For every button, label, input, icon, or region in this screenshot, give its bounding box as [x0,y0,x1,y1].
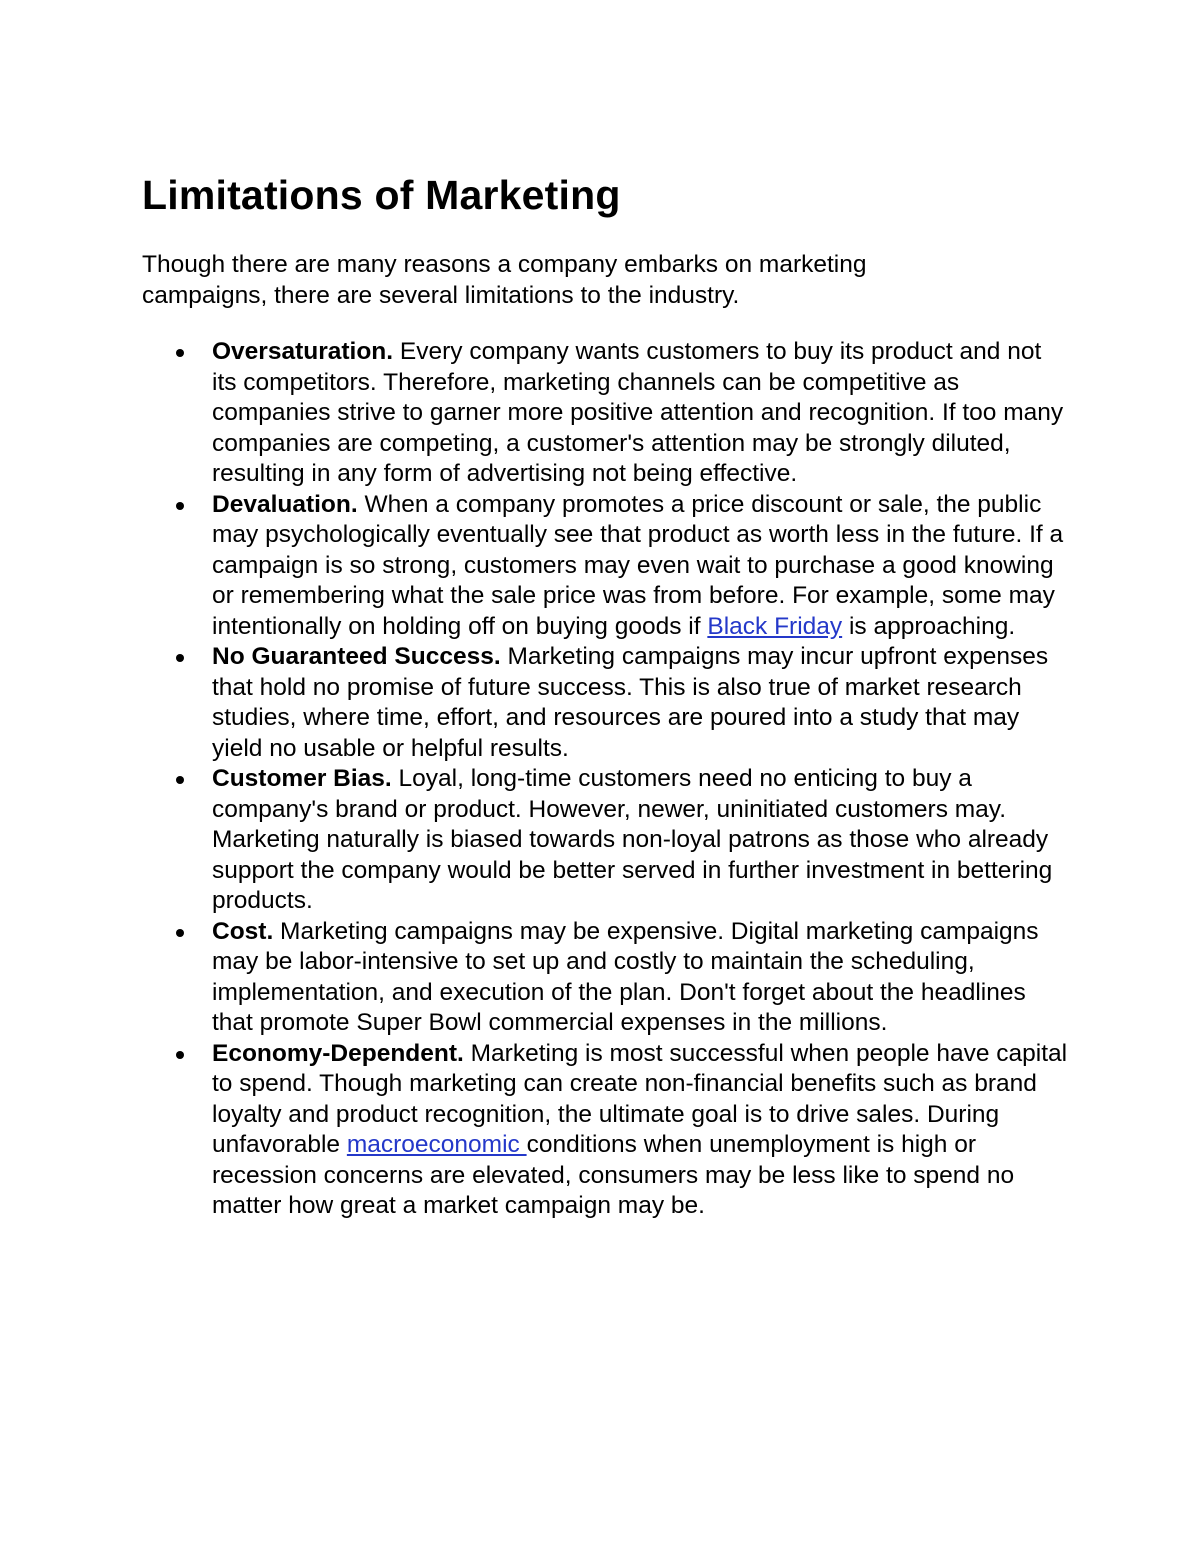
black-friday-link[interactable]: Black Friday [707,612,843,640]
bullet-icon [176,1051,184,1059]
bullet-icon [176,776,184,784]
item-text: Loyal, long-time customers need no enticing to buy a company's brand or product. However, newer, uninitiated customers may. Marketing naturally is biased towards non-loyal patrons as those who already support the company would be better served in further investment in bettering products. [212,765,1053,914]
intro-paragraph: Though there are many reasons a company embarks on marketing campaigns, there are several limitations to the industry. [142,251,867,309]
item-term: Oversaturation. [212,338,394,365]
bullet-icon [176,349,184,357]
limitations-list [142,337,1072,1222]
list-item-economy-dependent [142,1039,1072,1222]
item-term: Economy-Dependent. [212,1039,464,1067]
document-content [142,166,1072,1222]
item-term: Customer Bias. [212,765,392,792]
macroeconomic-link[interactable]: macroeconomic [346,1131,527,1158]
item-term: Devaluation. [212,490,358,518]
item-text: Marketing is most successful when people have capital to spend. Though marketing can create non-financial benefits such as brand loyalty and product recognition, the ultimate goal is to drive sales. During unfavorable [212,1039,1068,1158]
item-term: No Guaranteed Success. [212,643,501,670]
bullet-icon [176,654,184,662]
list-item-devaluation [142,490,1072,643]
item-text: When a company promotes a price discount or sale, the public may psychologically eventually see that product as worth less in the future. If a campaign is so strong, customers may even wait to purchase a good knowing or remembering what the sale price was from before. For example, some may intentionally on holding off on buying goods if [212,490,1064,640]
list-item-no-guaranteed-success [142,642,1072,764]
item-text: conditions when unemployment is high or recession concerns are elevated, consumers may be less like to spend no matter how great a market campaign may be. [212,1131,1015,1219]
list-item-oversaturation [142,337,1072,490]
item-term: Cost. [212,917,274,945]
item-text: Marketing campaigns may incur upfront expenses that hold no promise of future success. This is also true of market research studies, where time, effort, and resources are poured into a study that may yield no usable or helpful results. [212,643,1049,762]
item-text: Marketing campaigns may be expensive. Digital marketing campaigns may be labor-intensive to set up and costly to maintain the scheduling, implementation, and execution of the plan. Don't forget about the headlines that promote Super Bowl commercial expenses in the millions. [212,917,1039,1036]
list-item-customer-bias [142,764,1072,917]
list-item-cost [142,917,1072,1039]
page-title: Limitations of Marketing [142,172,621,218]
item-text: is approaching. [842,612,1016,640]
item-text: Every company wants customers to buy its product and not its competitors. Therefore, marketing channels can be competitive as companies strive to garner more positive attention and recognition. If too many companies are competing, a customer's attention may be strongly diluted, resulting in any form of advertising not being effective. [212,338,1064,487]
bullet-icon [176,502,184,510]
bullet-icon [176,929,184,937]
